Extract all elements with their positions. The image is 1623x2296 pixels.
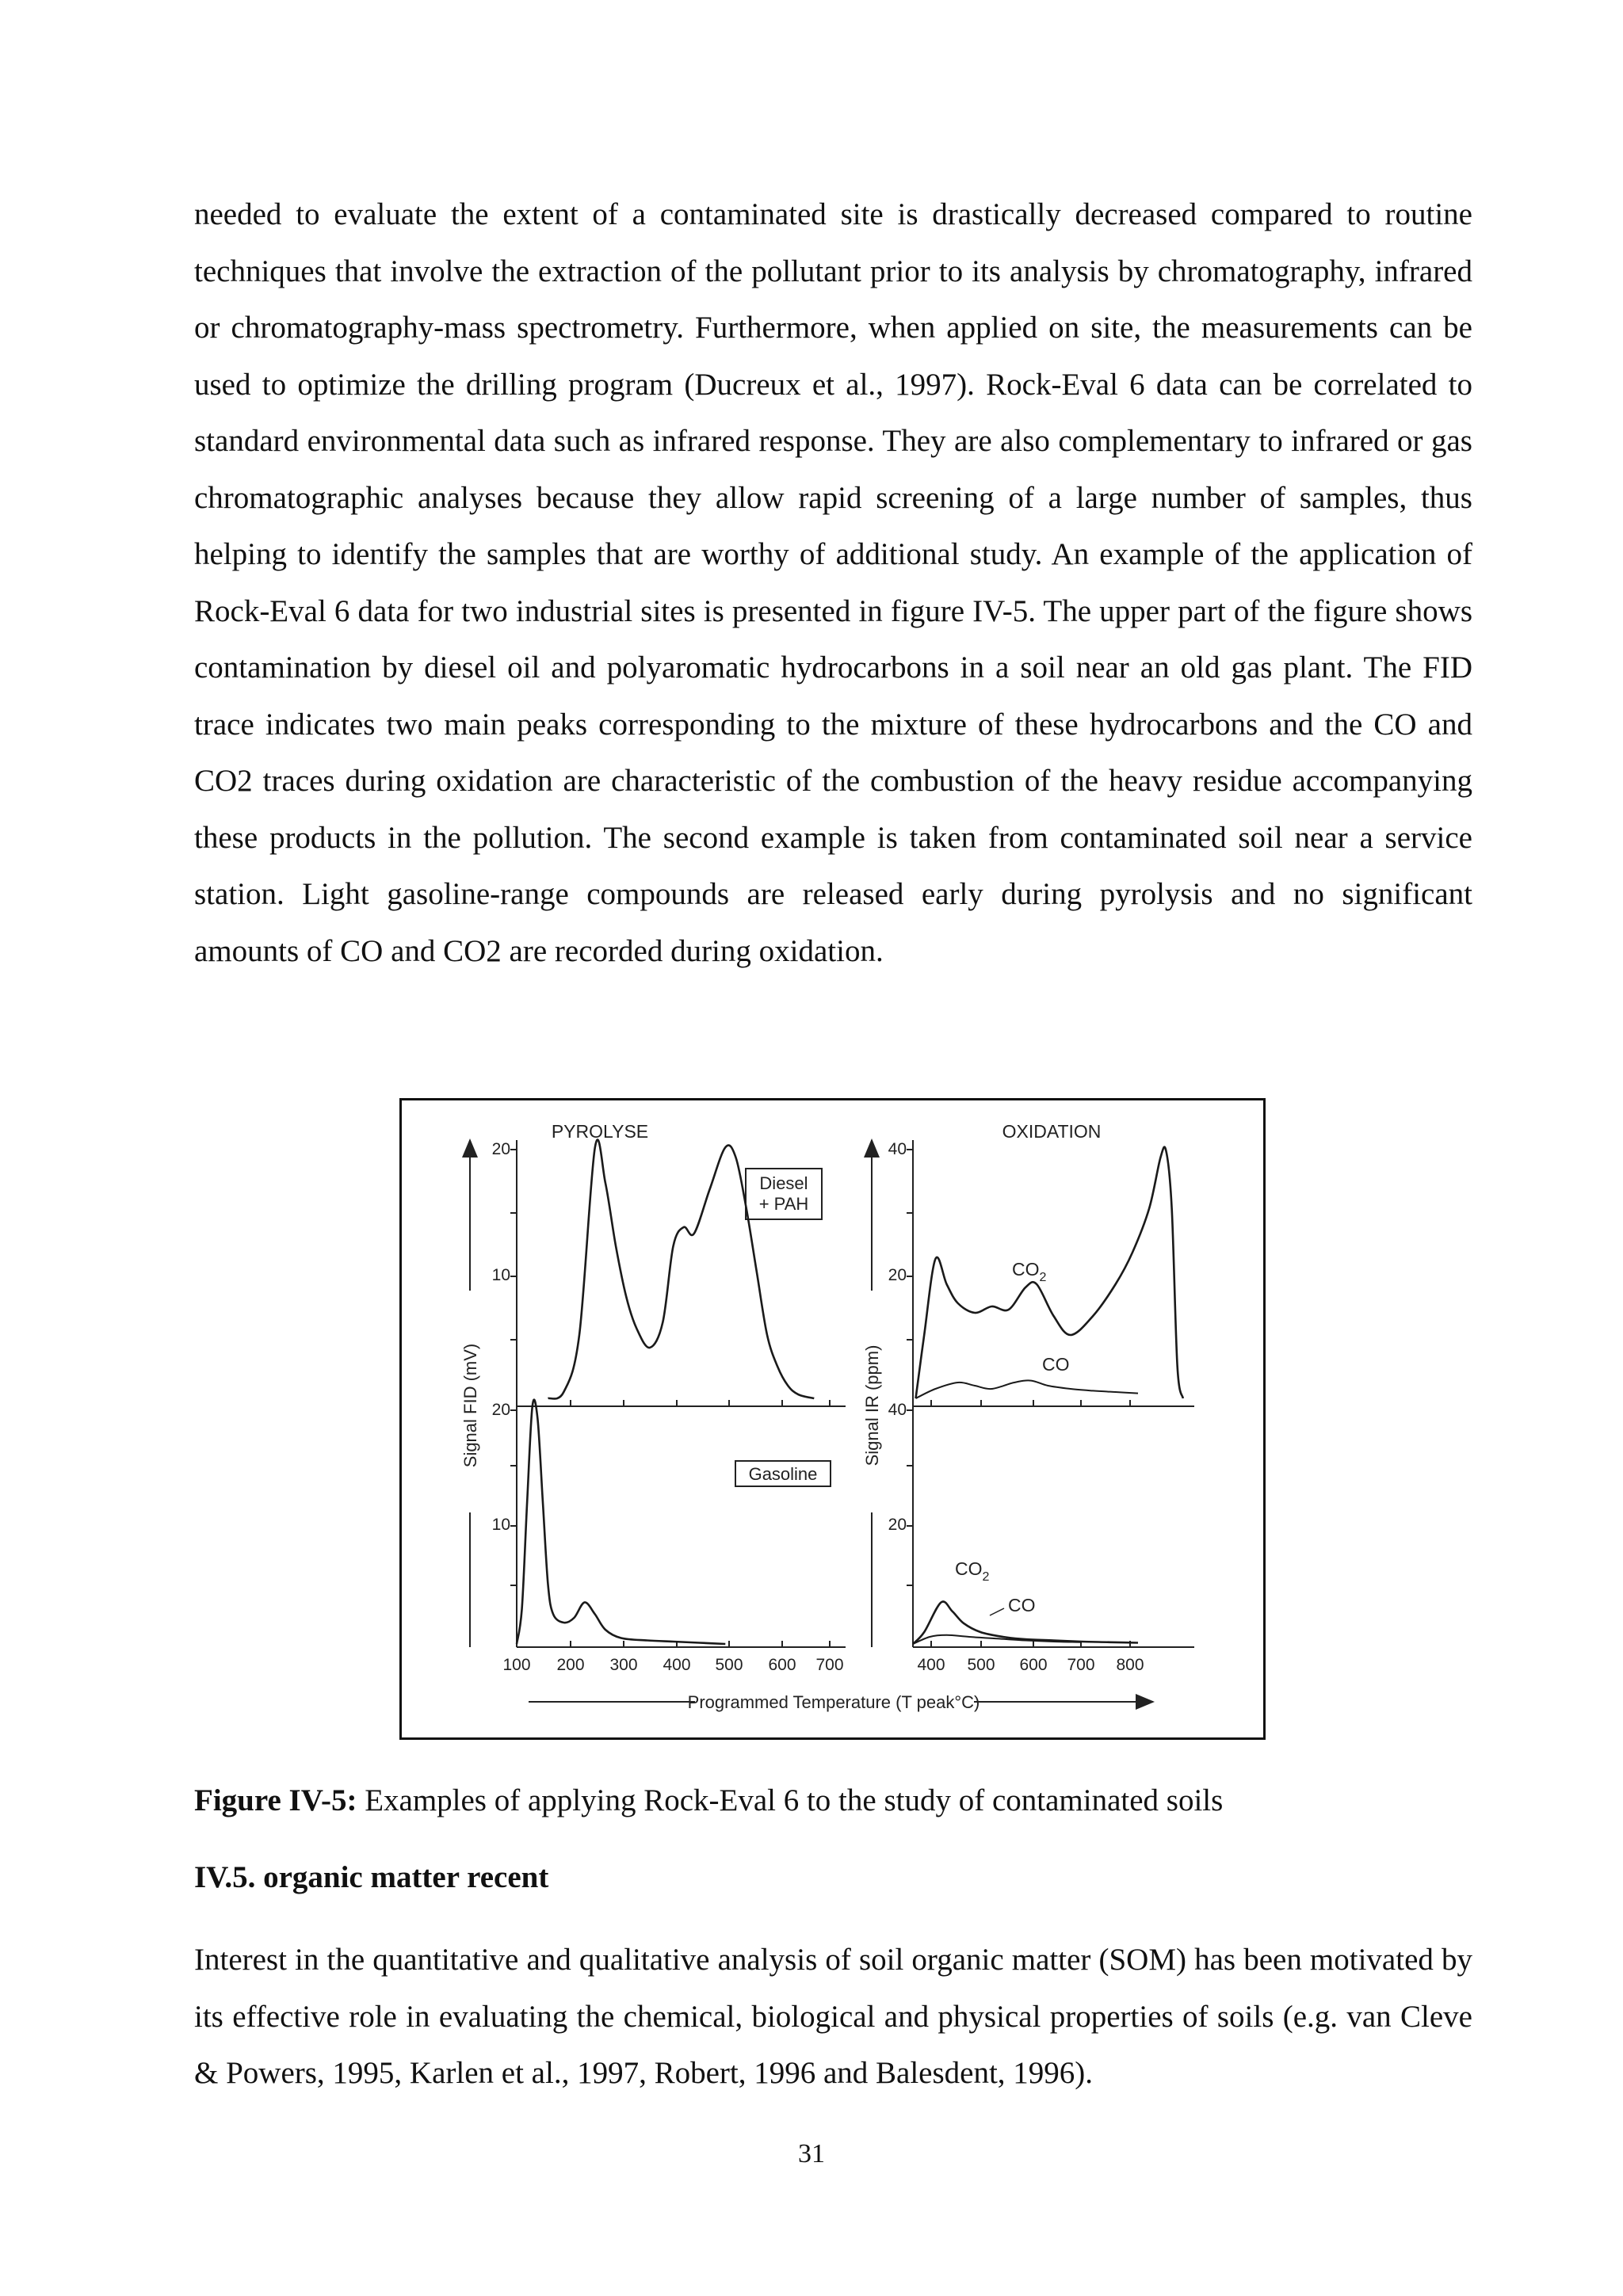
left-top-tick-20: 20 bbox=[491, 1140, 510, 1158]
x-axis-label: Programmed Temperature (T peak°C) bbox=[687, 1692, 980, 1712]
left-x-ticks bbox=[502, 1656, 843, 1674]
figure-caption bbox=[194, 1779, 1223, 1823]
left-x-tick: 100 bbox=[502, 1656, 531, 1674]
caption-label: Figure IV-5: bbox=[194, 1783, 357, 1817]
body-paragraph: Interest in the quantitative and qualitative analysis of soil organic matter (SOM) has been motivated by its effective role in evaluating the chemical, biological and physical properties of soils (e.g. van Cleve & Powers, 1995, Karlen et al., 1997, Robert, 1996 and Balesdent, 1996). bbox=[194, 1943, 1472, 2090]
co2-label-bottom: $CO_2$ bbox=[955, 1558, 990, 1584]
minor-ticks bbox=[510, 1150, 1130, 1647]
right-x-tick: 800 bbox=[1116, 1656, 1144, 1674]
gasoline-pyrolyse-fid-curve bbox=[517, 1400, 725, 1644]
left-x-tick: 500 bbox=[715, 1656, 743, 1674]
body-paragraph: needed to evaluate the extent of a contaminated site is drastically decreased compared to routine techniques that involve the extraction of the pollutant prior to its analysis by chromatography, infrared or chromatography-mass spectrometry. Furthermore, when applied on site, the measurements can be used to optimize the drilling program (Ducreux et al., 1997). Rock-Eval 6 data can be correlated to standard environmental data such as infrared response. They are also complementary to infrared or gas chromatographic analyses because they allow rapid screening of a large number of samples, thus helping to identify the samples that are worthy of additional study. An example of the application of Rock-Eval 6 data for two industrial sites is presented in figure IV-5. The upper part of the figure shows contamination by diesel oil and polyaromatic hydrocarbons in a soil near an old gas plant. The FID trace indicates two main peaks corresponding to the mixture of these hydrocarbons and the CO and CO2 traces during oxidation are characteristic of the combustion of the heavy residue accompanying these products in the pollution. The second example is taken from contaminated soil near a service station. Light gasoline-range compounds are released early during pyrolysis and no significant amounts of CO and CO2 are recorded during oxidation. bbox=[194, 197, 1472, 968]
right-x-tick: 500 bbox=[967, 1656, 995, 1674]
page-number: 31 bbox=[798, 2139, 825, 2168]
right-x-tick: 600 bbox=[1019, 1656, 1048, 1674]
right-bottom-tick-40: 40 bbox=[888, 1401, 907, 1419]
diesel-pah-oxidation-co-curve bbox=[916, 1380, 1139, 1398]
right-top-tick-40: 40 bbox=[888, 1140, 907, 1158]
co-leader-line bbox=[990, 1608, 1004, 1615]
pyrolyse-title: PYROLYSE bbox=[551, 1121, 649, 1142]
rock-eval-chart bbox=[402, 1100, 1263, 1737]
diesel-label: Diesel bbox=[759, 1173, 808, 1193]
curves bbox=[517, 1140, 1183, 1644]
right-top-tick-20: 20 bbox=[888, 1266, 907, 1284]
left-bottom-tick-10: 10 bbox=[491, 1516, 510, 1534]
figure-iv-5 bbox=[399, 1098, 1266, 1740]
co-label-top: CO bbox=[1042, 1354, 1070, 1375]
left-x-tick: 600 bbox=[768, 1656, 796, 1674]
left-x-tick: 700 bbox=[815, 1656, 844, 1674]
right-x-ticks bbox=[917, 1656, 1144, 1674]
left-x-tick: 300 bbox=[609, 1656, 638, 1674]
co-label-bottom: CO bbox=[1008, 1595, 1036, 1615]
left-x-tick: 200 bbox=[556, 1656, 585, 1674]
fid-axis-label: Signal FID (mV) bbox=[460, 1343, 480, 1468]
left-x-tick: 400 bbox=[663, 1656, 691, 1674]
left-bottom-tick-20: 20 bbox=[491, 1401, 510, 1419]
right-x-tick: 400 bbox=[917, 1656, 945, 1674]
left-top-tick-10: 10 bbox=[491, 1266, 510, 1284]
right-x-tick: 700 bbox=[1067, 1656, 1095, 1674]
right-bottom-tick-20: 20 bbox=[888, 1516, 907, 1534]
oxidation-title: OXIDATION bbox=[1002, 1121, 1102, 1142]
caption-text: Examples of applying Rock-Eval 6 to the study of contaminated soils bbox=[357, 1783, 1224, 1817]
section-heading: IV.5. organic matter recent bbox=[194, 1860, 549, 1894]
pah-label: + PAH bbox=[758, 1194, 809, 1214]
co2-label-top: $CO_2$ bbox=[1012, 1259, 1047, 1284]
gasoline-label: Gasoline bbox=[748, 1464, 818, 1484]
ir-axis-label: Signal IR (ppm) bbox=[862, 1344, 882, 1466]
